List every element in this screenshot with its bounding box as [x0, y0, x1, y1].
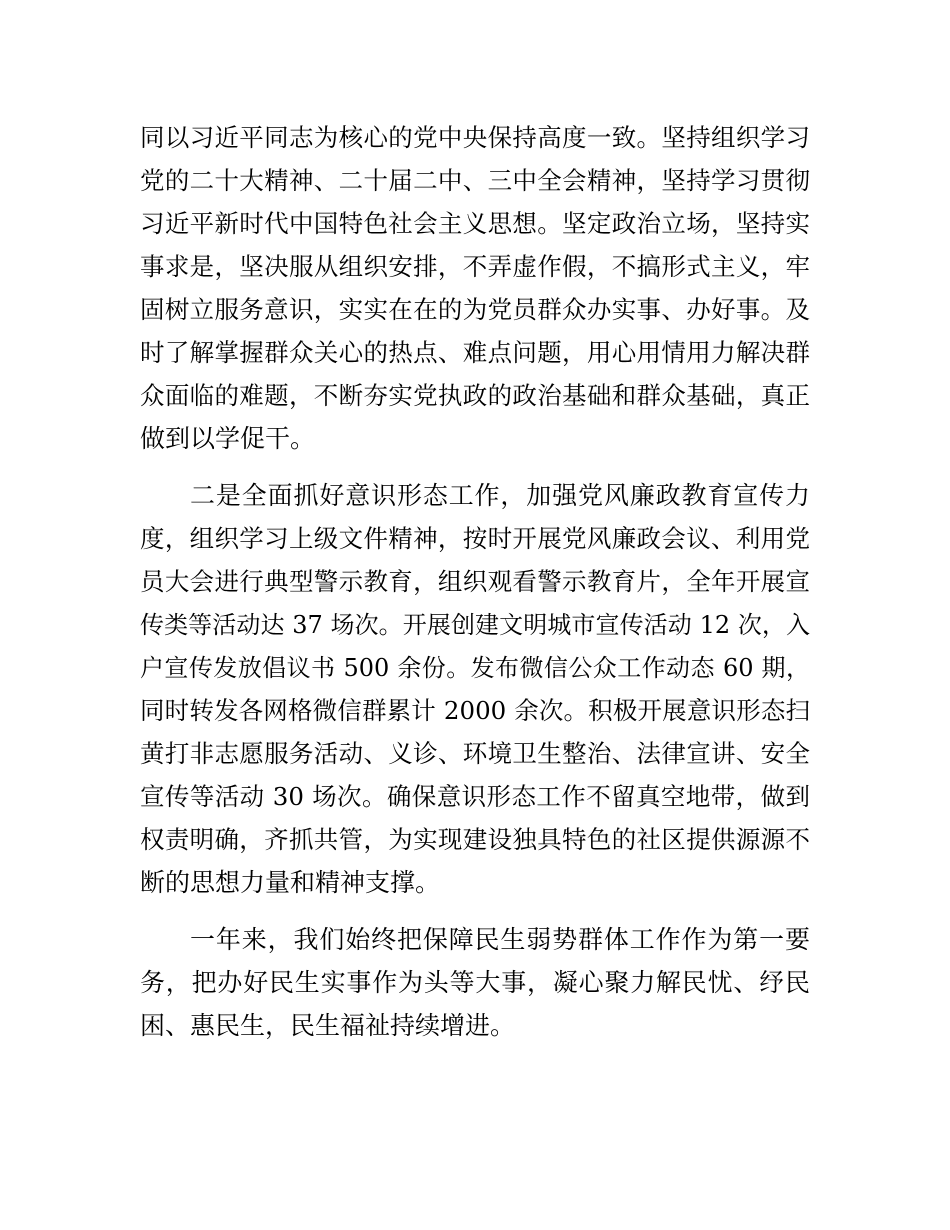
- text-line: 做到以学促干。: [140, 424, 316, 453]
- text-line: 权责明确，齐抓共管，为实现建设独具特色的社区提供源源不: [140, 825, 810, 854]
- text-line: 困、惠民生，民生福祉持续增进。: [140, 1011, 516, 1040]
- text-line: 固树立服务意识，实实在在的为党员群众办实事、办好事。及: [140, 295, 810, 324]
- text-line: 员大会进行典型警示教育，组织观看警示教育片，全年开展宣: [140, 567, 810, 596]
- text-line: 时了解掌握群众关心的热点、难点问题，用心用情用力解决群: [140, 338, 810, 367]
- text-line: 断的思想力量和精神支撑。: [140, 868, 441, 897]
- text-line: 众面临的难题，不断夯实党执政的政治基础和群众基础，真正: [140, 381, 810, 410]
- text-line: 黄打非志愿服务活动、义诊、环境卫生整治、法律宣讲、安全: [140, 739, 810, 768]
- text-line: 同以习近平同志为核心的党中央保持高度一致。坚持组织学习: [140, 123, 810, 152]
- text-line: 党的二十大精神、二十届二中、三中全会精神，坚持学习贯彻: [140, 166, 810, 195]
- text-line: 传类等活动达 37 场次。开展创建文明城市宣传活动 12 次，入: [140, 611, 810, 639]
- text-line: 事求是，坚决服从组织安排，不弄虚作假，不搞形式主义，牢: [140, 252, 810, 281]
- text-line: 户宣传发放倡议书 500 余份。发布微信公众工作动态 60 期，: [140, 654, 810, 682]
- text-line: 务，把办好民生实事作为头等大事，凝心聚力解民忧、纾民: [140, 968, 810, 997]
- text-line: 同时转发各网格微信群累计 2000 余次。积极开展意识形态扫: [140, 696, 810, 725]
- text-line: 一年来，我们始终把保障民生弱势群体工作作为第一要: [190, 925, 810, 954]
- text-line: 度，组织学习上级文件精神，按时开展党风廉政会议、利用党: [140, 524, 810, 553]
- text-line: 二是全面抓好意识形态工作，加强党风廉政教育宣传力: [190, 481, 810, 510]
- text-line: 习近平新时代中国特色社会主义思想。坚定政治立场，坚持实: [140, 209, 810, 238]
- text-line: 宣传等活动 30 场次。确保意识形态工作不留真空地带，做到: [140, 782, 810, 811]
